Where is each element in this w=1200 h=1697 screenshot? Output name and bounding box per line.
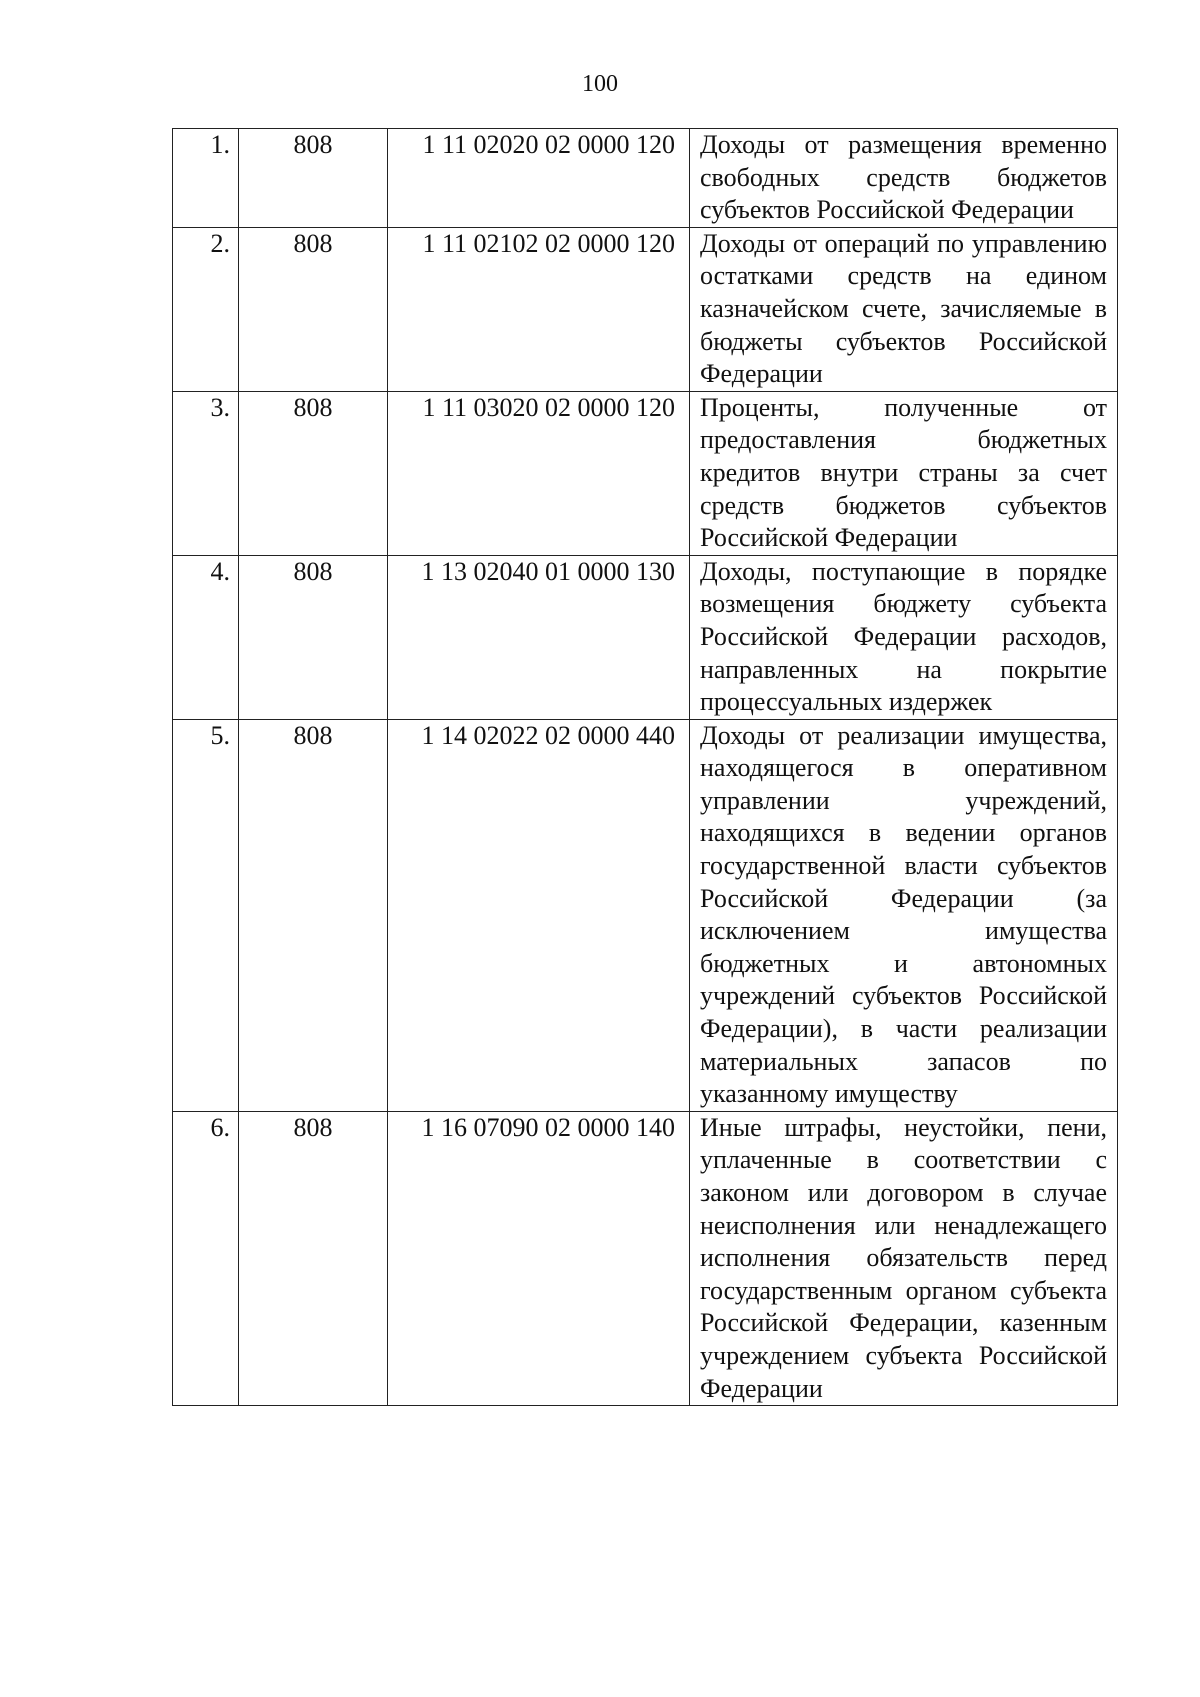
row-number: 1.: [173, 129, 239, 228]
revenue-description: Доходы от операций по управлению остатками средств на едином казначейском счете, зачисляемые в бюджеты субъектов Российской Федерации: [690, 227, 1118, 391]
revenue-description: Иные штрафы, неустойки, пени, уплаченные в соответствии с законом или договором в случае неисполнения или ненадлежащего исполнения обязательств перед государственным органом субъекта Российской Федерации, казенным учреждением субъекта Российской Федерации: [690, 1111, 1118, 1405]
revenue-description: Доходы от реализации имущества, находящегося в оперативном управлении учреждений, находящихся в ведении органов государственной власти субъектов Российской Федерации (за исключением имущества бюджетных и автономных учреждений субъектов Российской Федерации), в части реализации материальных запасов по указанному имуществу: [690, 719, 1118, 1111]
administrator-code: 808: [239, 555, 388, 719]
administrator-code: 808: [239, 227, 388, 391]
budget-classification-code: 1 16 07090 02 0000 140: [388, 1111, 690, 1405]
table-row: [173, 555, 1118, 719]
budget-classification-code: 1 11 03020 02 0000 120: [388, 391, 690, 555]
table-row: [173, 1111, 1118, 1405]
revenue-description: Доходы, поступающие в порядке возмещения бюджету субъекта Российской Федерации расходов, направленных на покрытие процессуальных издержек: [690, 555, 1118, 719]
revenue-description: Доходы от размещения временно свободных средств бюджетов субъектов Российской Федерации: [690, 129, 1118, 228]
administrator-code: 808: [239, 1111, 388, 1405]
budget-classification-code: 1 13 02040 01 0000 130: [388, 555, 690, 719]
budget-classification-code: 1 11 02020 02 0000 120: [388, 129, 690, 228]
row-number: 3.: [173, 391, 239, 555]
page-number: 100: [582, 71, 618, 97]
table-row: [173, 129, 1118, 228]
row-number: 4.: [173, 555, 239, 719]
revenue-description: Проценты, полученные от предоставления бюджетных кредитов внутри страны за счет средств бюджетов субъектов Российской Федерации: [690, 391, 1118, 555]
budget-classification-code: 1 11 02102 02 0000 120: [388, 227, 690, 391]
row-number: 5.: [173, 719, 239, 1111]
table-row: [173, 719, 1118, 1111]
row-number: 2.: [173, 227, 239, 391]
budget-classification-code: 1 14 02022 02 0000 440: [388, 719, 690, 1111]
table-row: [173, 227, 1118, 391]
administrator-code: 808: [239, 391, 388, 555]
administrator-code: 808: [239, 129, 388, 228]
administrator-code: 808: [239, 719, 388, 1111]
table-row: [173, 391, 1118, 555]
row-number: 6.: [173, 1111, 239, 1405]
revenue-codes-table: [172, 128, 1118, 1406]
